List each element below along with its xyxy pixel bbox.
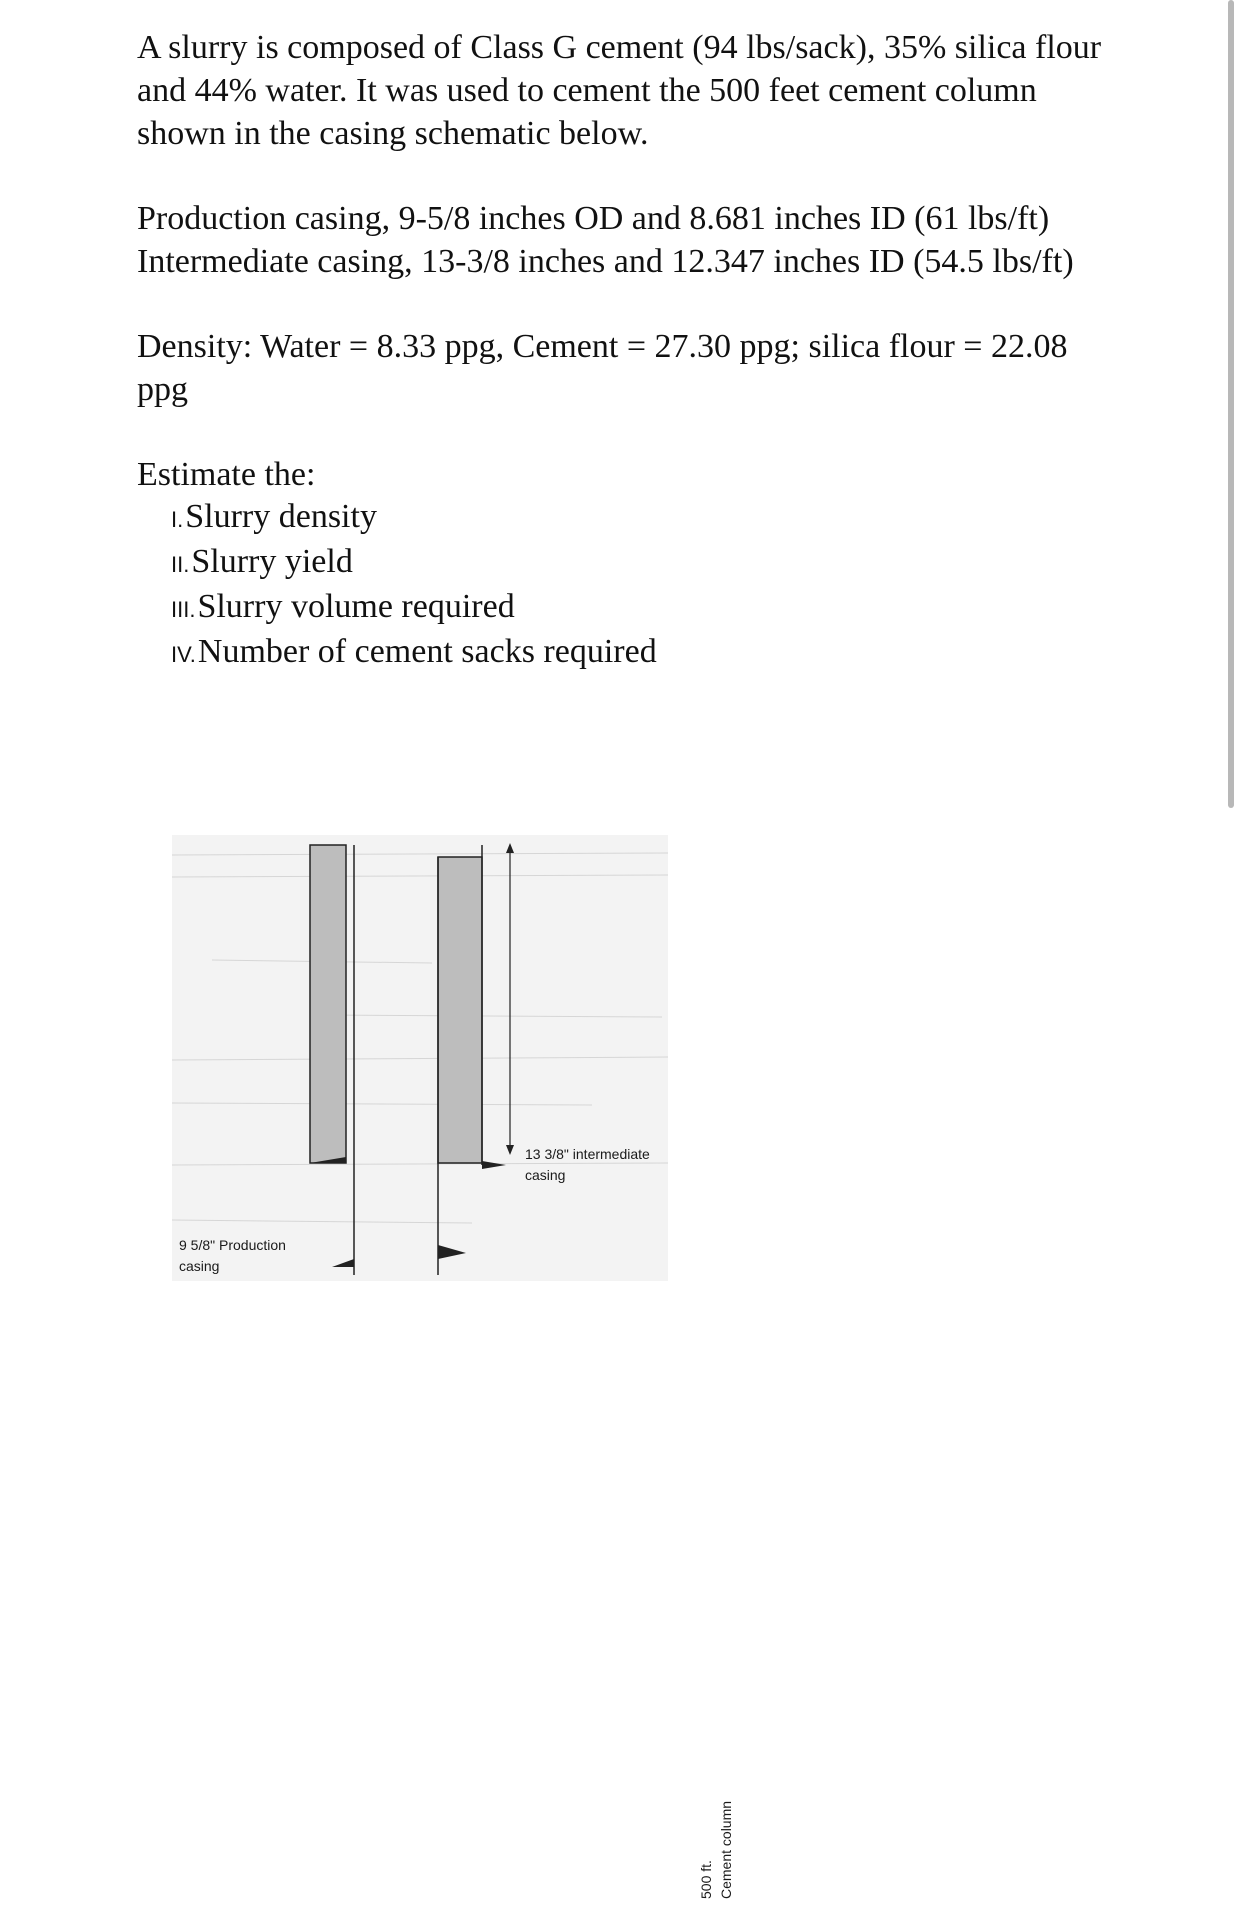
- list-item: [171, 541, 1112, 586]
- cement-column-label: Cement column: [718, 1800, 734, 1899]
- estimate-heading: Estimate the:: [137, 456, 316, 493]
- list-text: Slurry density: [185, 498, 377, 535]
- problem-intro: A slurry is composed of Class G cement (94 lbs/sack), 35% silica flour and 44% water. It was used to cement the 500 feet cement column shown in the casing schematic below.: [137, 29, 1102, 152]
- intermediate-casing-label-line1: 13 3/8" intermediate: [525, 1146, 650, 1162]
- list-item: [171, 496, 1112, 541]
- casing-schematic-drawing: [172, 835, 668, 1281]
- problem-statement: [137, 26, 1112, 676]
- left-cement-annulus: [310, 845, 346, 1163]
- right-cement-annulus: [438, 857, 482, 1163]
- right-production-shoe: [438, 1245, 466, 1259]
- list-item: [171, 631, 1112, 676]
- list-text: Slurry yield: [191, 543, 353, 580]
- intermediate-casing-label-line2: casing: [525, 1167, 566, 1183]
- intermediate-casing-label: [525, 1144, 650, 1186]
- density-spec: Density: Water = 8.33 ppg, Cement = 27.30 ppg; silica flour = 22.08 ppg: [137, 328, 1068, 408]
- vertical-scrollbar[interactable]: [1228, 0, 1234, 808]
- intermediate-casing-spec: Intermediate casing, 13-3/8 inches and 12.347 inches ID (54.5 lbs/ft): [137, 243, 1074, 280]
- list-numeral: IV.: [171, 642, 196, 667]
- column-labels: [694, 1795, 814, 1905]
- list-text: Slurry volume required: [197, 588, 515, 625]
- list-item: [171, 586, 1112, 631]
- production-casing-spec: Production casing, 9-5/8 inches OD and 8.681 inches ID (61 lbs/ft): [137, 200, 1050, 237]
- dimension-arrow-down-icon: [506, 1145, 514, 1155]
- list-numeral: II.: [171, 552, 190, 577]
- left-production-shoe: [332, 1259, 354, 1267]
- production-casing-label-line2: casing: [179, 1258, 220, 1274]
- production-casing-label-line1: 9 5/8" Production: [179, 1237, 286, 1253]
- list-numeral: III.: [171, 597, 196, 622]
- right-intermediate-shoe: [482, 1161, 506, 1169]
- task-list: [137, 496, 1112, 676]
- casing-schematic: [172, 835, 734, 1899]
- list-text: Number of cement sacks required: [197, 633, 657, 670]
- list-numeral: I.: [171, 507, 184, 532]
- production-casing-label: [179, 1235, 286, 1277]
- column-length-label: 500 ft.: [698, 1860, 714, 1899]
- dimension-arrow-up-icon: [506, 843, 514, 853]
